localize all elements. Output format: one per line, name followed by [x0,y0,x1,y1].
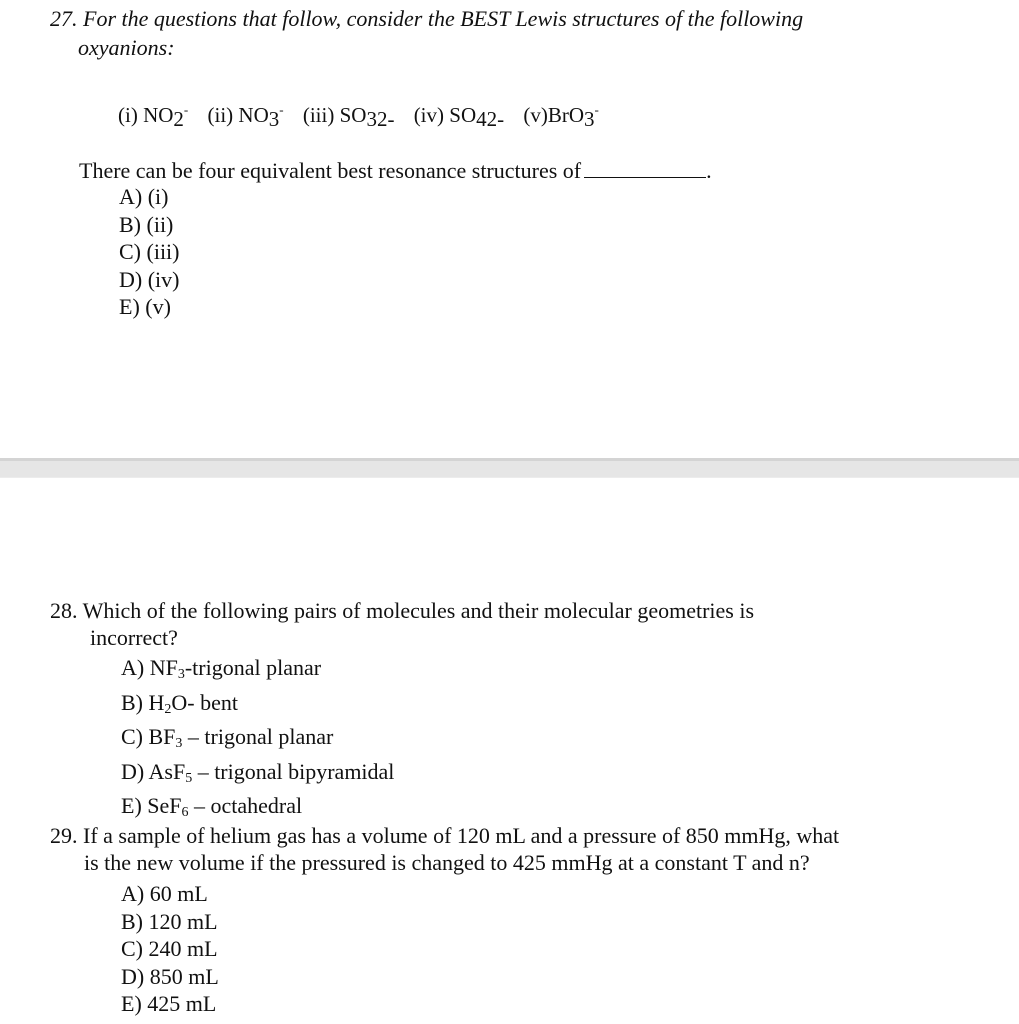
question-27-stem: There can be four equivalent best resonance structures of . [79,158,712,183]
oxyanion-item: (iv) SO42- [413,103,505,131]
choice-e: E) SeF$_6$ – octahedral [121,793,303,820]
choice-b: B) (ii) [119,211,174,237]
oxyanion-list [118,97,613,132]
choice-e: E) (v) [119,294,171,319]
choice-a: A) $NF_3$-trigonal planar [121,655,322,682]
choice-a: A) 60 mL [121,881,208,906]
question-27-choices [119,183,180,321]
choice-c: C) (iii) [119,239,180,264]
oxyanion-item: (i) NO2- [118,102,189,131]
oxyanion-item: (ii) NO3- [207,102,284,131]
question-29-stem-continued: is the new volume if the pressured is changed to 425 mmHg at a constant T and n? [84,850,810,875]
oxyanion-item: (iii) SO32- [302,103,395,131]
page-top [0,0,1019,458]
choice-d: D) AsF$_5$ – trigonal bipyramidal [121,758,395,786]
choice-d: D) 850 mL [121,963,219,989]
choice-b: B) $H_2O-$ bent [121,689,238,717]
choice-b: B) 120 mL [121,908,218,934]
page-separator [0,458,1019,478]
question-27-title: 27. For the questions that follow, consider the BEST Lewis structures of the following [50,6,804,31]
choice-c: C) $BF_3$ – trigonal planar [121,724,334,751]
choice-c: C) 240 mL [121,936,218,961]
question-29-choices [121,880,219,1018]
answer-blank [584,159,706,178]
question-28-stem-continued: incorrect? [90,625,178,650]
oxyanion-item: (v)BrO3- [523,102,599,131]
question-29-stem: 29. If a sample of helium gas has a volume of 120 mL and a pressure of 850 mmHg, what [50,823,840,848]
question-28-stem: 28. Which of the following pairs of molecules and their molecular geometries is [50,598,755,623]
choice-e: E) 425 mL [121,991,217,1016]
choice-d: D) (iv) [119,266,180,292]
question-27-title-continued: oxyanions: [78,35,175,60]
question-28-choices [121,654,394,827]
choice-a: A) (i) [119,184,169,209]
